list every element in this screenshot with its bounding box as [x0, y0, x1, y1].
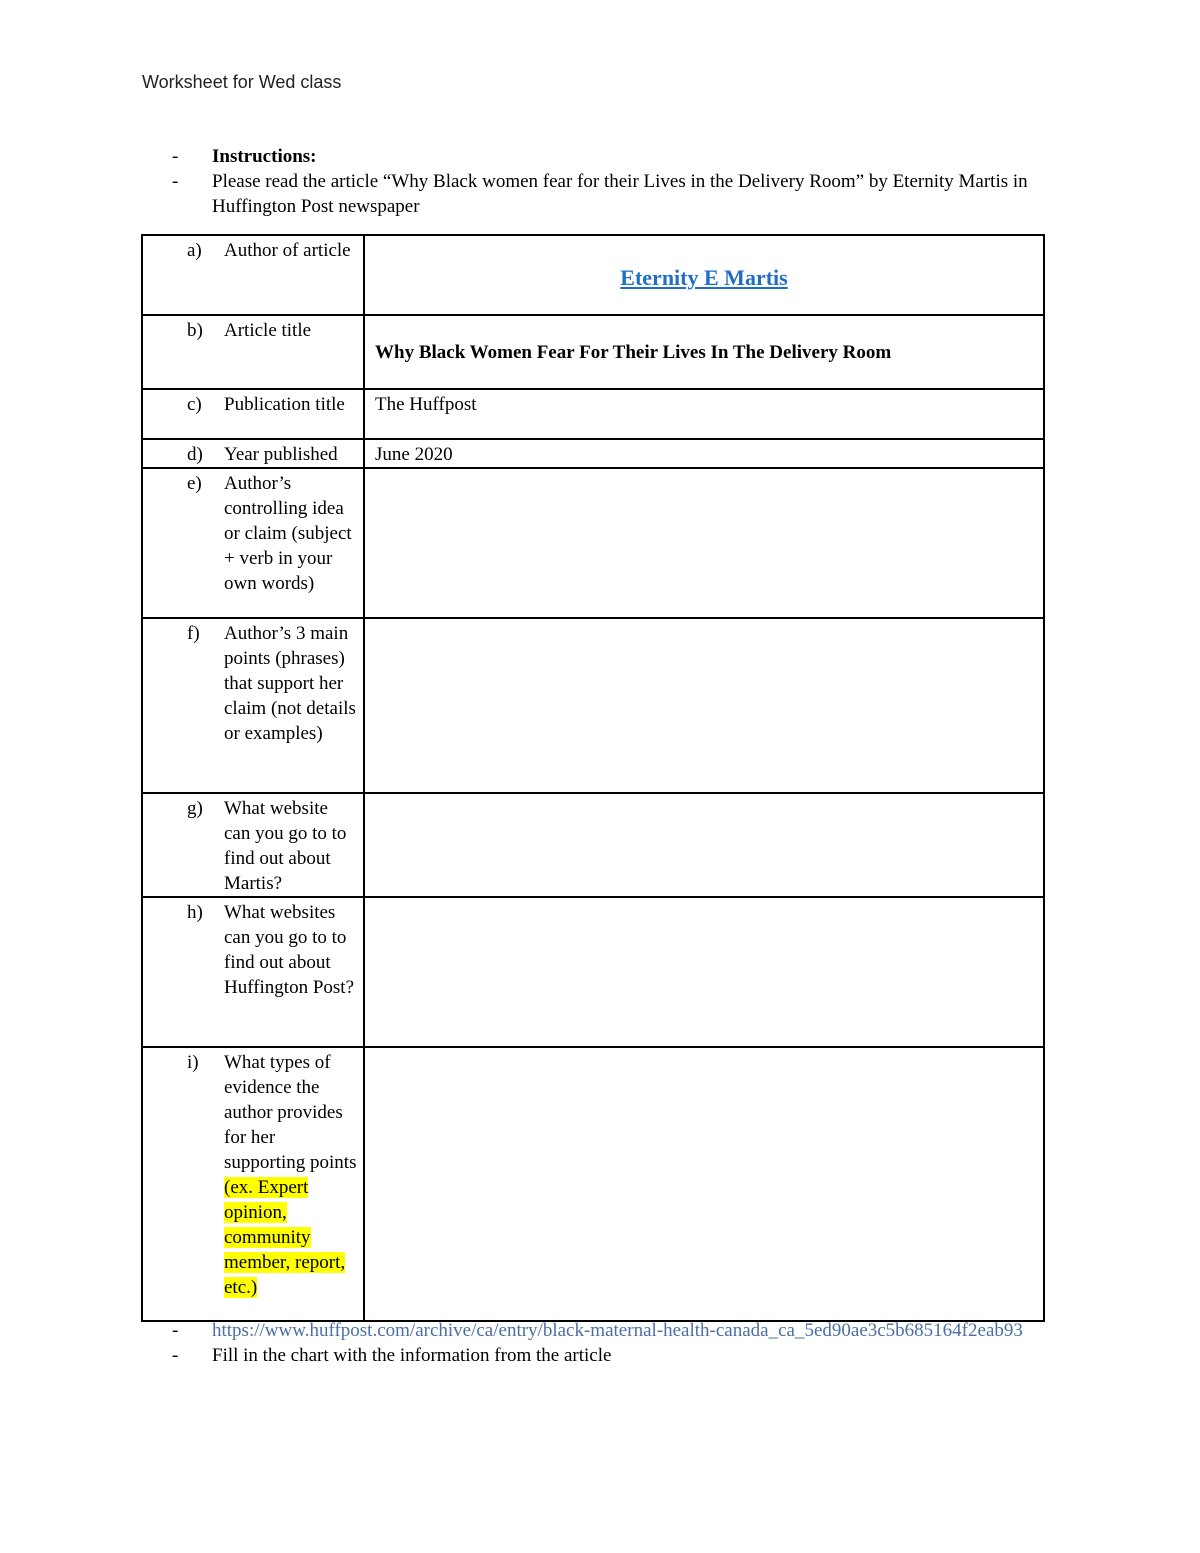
evidence-highlight: (ex. Expert opinion, community member, report, etc.)	[224, 1177, 346, 1298]
row-letter: h)	[187, 902, 203, 923]
row-value-cell[interactable]	[364, 389, 1044, 439]
footer-url-item	[172, 1318, 1062, 1343]
instructions-text: Please read the article “Why Black women fear for their Lives in the Delivery Room” by Eternity Martis in Huffington Post newspaper	[212, 171, 1028, 217]
row-label: Publication title	[224, 394, 345, 415]
row-label: Year published	[224, 444, 338, 465]
instructions-list	[172, 144, 1062, 219]
article-url-link[interactable]: https://www.huffpost.com/archive/ca/entry/black-maternal-health-canada_ca_5ed90ae3c5b685164f2eab93	[212, 1320, 1023, 1341]
row-label-cell	[142, 439, 364, 468]
footer-instruction-item	[172, 1343, 1062, 1368]
row-value-cell[interactable]	[364, 1047, 1044, 1321]
row-letter: e)	[187, 473, 202, 494]
table-row-year	[142, 439, 1044, 468]
bullet-dash: -	[172, 1320, 179, 1341]
row-label: Article title	[224, 320, 312, 341]
year-value: June 2020	[375, 444, 453, 465]
author-name-link[interactable]: Eternity E Martis	[620, 265, 788, 290]
table-row-publication	[142, 389, 1044, 439]
row-value-cell[interactable]	[364, 439, 1044, 468]
table-row-article-title	[142, 315, 1044, 389]
table-row-claim	[142, 468, 1044, 618]
row-letter: d)	[187, 444, 203, 465]
row-label-cell	[142, 793, 364, 897]
row-label: Author of article	[224, 240, 351, 261]
row-value-cell[interactable]	[364, 468, 1044, 618]
article-title-value: Why Black Women Fear For Their Lives In The Delivery Room	[375, 342, 892, 363]
row-value-cell[interactable]	[364, 235, 1044, 315]
row-letter: c)	[187, 394, 202, 415]
bullet-dash: -	[172, 1345, 179, 1366]
row-letter: b)	[187, 320, 203, 341]
table-row-huffpost-websites	[142, 897, 1044, 1047]
row-value-cell[interactable]	[364, 897, 1044, 1047]
table-row-martis-website	[142, 793, 1044, 897]
row-label: Author’s 3 main points (phrases) that support her claim (not details or examples)	[224, 623, 356, 744]
row-label-cell	[142, 315, 364, 389]
row-label-cell	[142, 235, 364, 315]
row-label: What websites can you go to to find out about Huffington Post?	[224, 902, 355, 998]
row-label-cell	[142, 897, 364, 1047]
row-label: Author’s controlling idea or claim (subject + verb in your own words)	[224, 473, 352, 594]
row-label-cell	[142, 618, 364, 793]
footer-instruction: Fill in the chart with the information from the article	[212, 1345, 612, 1366]
table-row-author	[142, 235, 1044, 315]
instructions-heading: Instructions:	[212, 146, 317, 167]
row-letter: g)	[187, 798, 203, 819]
table-row-evidence	[142, 1047, 1044, 1321]
row-label: What website can you go to to find out about Martis?	[224, 798, 347, 894]
row-letter: a)	[187, 240, 202, 261]
publication-value: The Huffpost	[375, 394, 477, 415]
footer-list	[172, 1318, 1062, 1368]
row-label-cell	[142, 468, 364, 618]
bullet-dash: -	[172, 171, 179, 192]
evidence-label: What types of evidence the author provides for her supporting points	[224, 1052, 357, 1173]
instructions-heading-item	[172, 144, 1062, 169]
table-row-main-points	[142, 618, 1044, 793]
instructions-text-item	[172, 169, 1062, 219]
row-label-cell	[142, 1047, 364, 1321]
bullet-dash: -	[172, 146, 179, 167]
row-value-cell[interactable]	[364, 793, 1044, 897]
row-label-cell	[142, 389, 364, 439]
row-value-cell[interactable]	[364, 618, 1044, 793]
worksheet-table	[141, 234, 1045, 1322]
row-letter: i)	[187, 1052, 199, 1073]
row-letter: f)	[187, 623, 200, 644]
row-label	[143, 1048, 363, 1300]
row-value-cell[interactable]	[364, 315, 1044, 389]
page-header: Worksheet for Wed class	[142, 72, 342, 92]
